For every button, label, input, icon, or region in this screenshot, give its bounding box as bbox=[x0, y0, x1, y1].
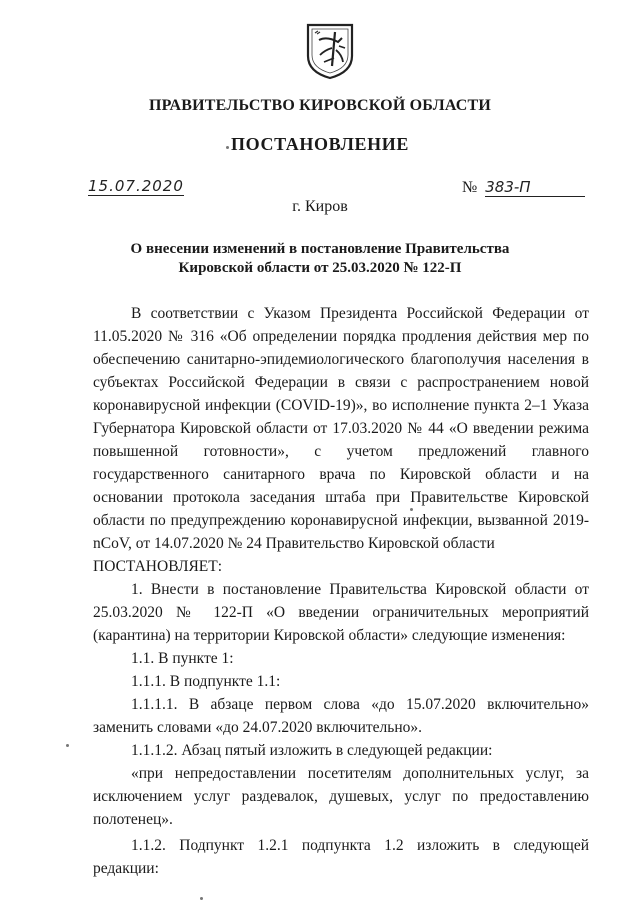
city: г. Киров bbox=[292, 198, 348, 215]
scan-speck bbox=[226, 146, 229, 149]
item-1-1-1-1-paragraph: 1.1.1.1. В абзаце первом слова «до 15.07.2020 включительно» заменить словами «до 24.07.2020 включительно». bbox=[93, 696, 589, 736]
coat-of-arms-icon bbox=[305, 22, 355, 80]
document-type: ПОСТАНОВЛЕНИЕ bbox=[231, 134, 409, 154]
scan-speck bbox=[200, 897, 203, 900]
item-1-1-2-paragraph: 1.1.2. Подпункт 1.2.1 подпункта 1.2 изложить в следующей редакции: bbox=[93, 837, 589, 877]
quoted-text-paragraph: «при непредоставлении посетителям дополнительных услуг, за исключением услуг раздевалок, душевых, услуг по предоставлению полотенец». bbox=[93, 765, 589, 828]
resolves-heading: ПОСТАНОВЛЯЕТ: bbox=[93, 558, 223, 575]
item-1-paragraph: 1. Внести в постановление Правительства Кировской области от 25.03.2020 № 122-П «О введении ограничительных мероприятий (карантина) на территории Кировской области» следующие изменения: bbox=[93, 581, 589, 644]
document-number: 383-П bbox=[485, 178, 585, 197]
scan-speck bbox=[410, 508, 413, 511]
scan-speck bbox=[66, 744, 69, 747]
item-1-1-1-paragraph: 1.1.1. В подпункте 1.1: bbox=[131, 673, 281, 690]
item-1-1-1-2-paragraph: 1.1.1.2. Абзац пятый изложить в следующей редакции: bbox=[131, 742, 493, 759]
title-line-2: Кировской области от 25.03.2020 № 122-П bbox=[178, 260, 462, 276]
preamble-paragraph: В соответствии с Указом Президента Российской Федерации от 11.05.2020 № 316 «Об определении порядка продления действия мер по обеспечению санитарно-эпидемиологического благополучия населения в субъектах Российской Федерации в связи с распространением новой коронавирусной инфекции (COVID-19)», во исполнение пункта 2–1 Указа Губернатора Кировской области от 17.03.2020 № 44 «О введении режима повышенной готовности», с учетом предложений главного государственного санитарного врача по Кировской области и на основании протокола заседания штаба при Правительстве Кировской области по предупреждению коронавирусной инфекции, вызванной 2019-nCoV, от 14.07.2020 № 24 Правительство Кировской области bbox=[93, 305, 589, 552]
item-1-1-paragraph: 1.1. В пункте 1: bbox=[131, 650, 234, 667]
document-title bbox=[100, 240, 540, 278]
document-number-block bbox=[462, 178, 585, 197]
document-date: 15.07.2020 bbox=[88, 177, 184, 195]
title-line-1: О внесении изменений в постановление Правительства bbox=[130, 241, 510, 257]
organization-name: ПРАВИТЕЛЬСТВО КИРОВСКОЙ ОБЛАСТИ bbox=[148, 97, 492, 114]
document-body bbox=[93, 302, 589, 880]
number-sign: № bbox=[462, 179, 478, 196]
